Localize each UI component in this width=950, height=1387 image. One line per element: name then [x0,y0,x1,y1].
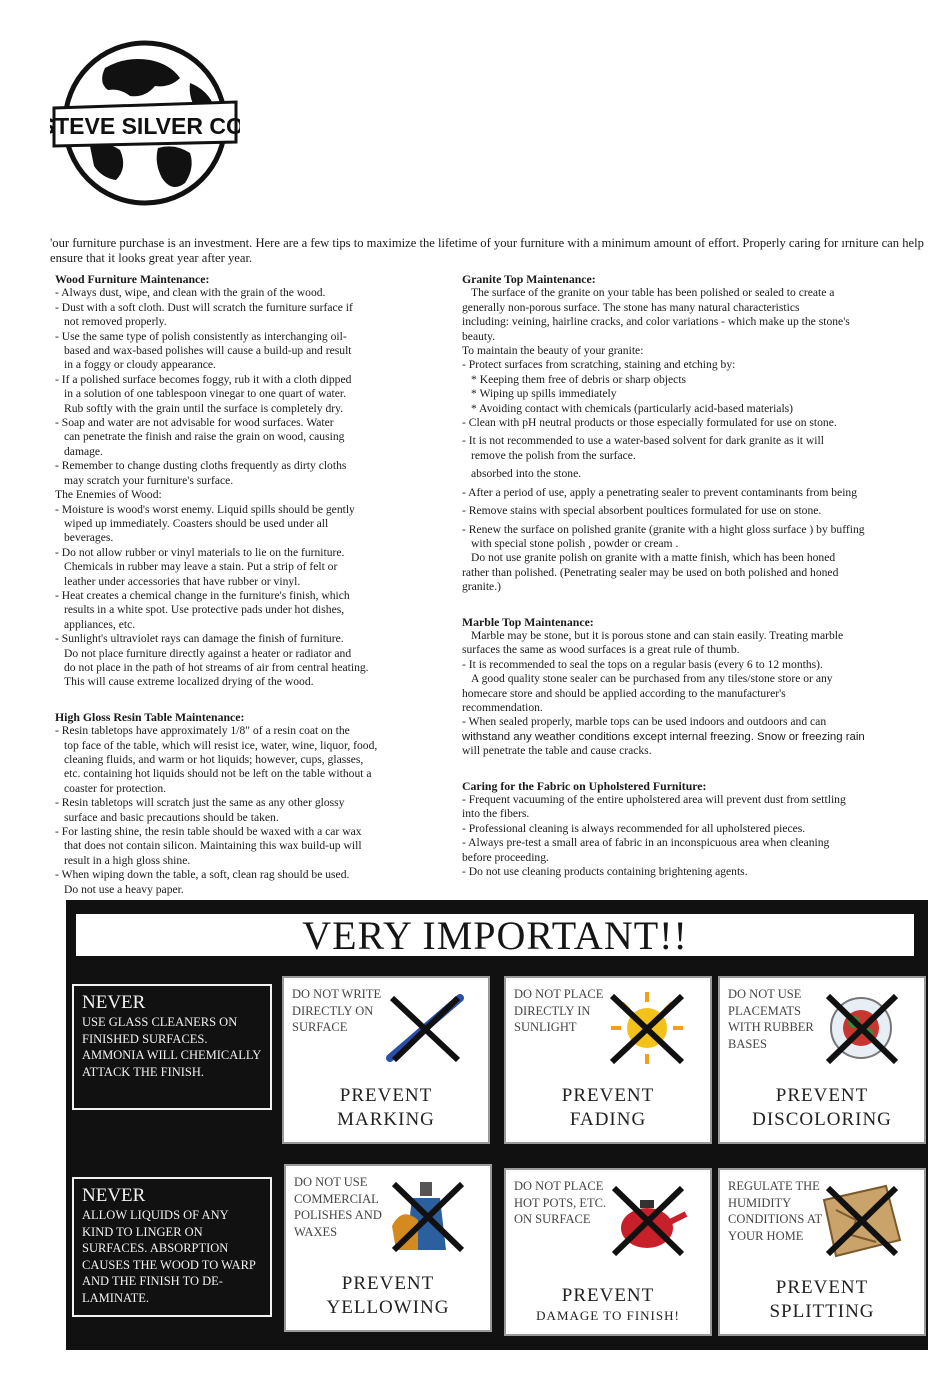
resin-line: coaster for protection. [64,781,167,795]
never-heading: NEVER [82,992,146,1013]
resin-heading: High Gloss Resin Table Maintenance: [55,709,245,724]
wood-line: not removed properly. [64,315,167,329]
resin-line: - When wiping down the table, a soft, clean rag should be used. [55,868,350,882]
granite-line: - Clean with pH neutral products or those especially formulated for use on stone. [462,416,837,430]
enemies-line: results in a white spot. Use protective pads under hot dishes, [64,603,345,617]
wood-heading: Wood Furniture Maintenance: [55,272,210,286]
granite-line: rather than polished. (Penetrating sealer may be used on both polished and honed [462,565,839,579]
wood-line: - Remember to change dusting cloths frequently as dirty cloths [55,459,347,473]
wood-line: in a foggy or cloudy appearance. [64,358,216,372]
fabric-line: - Do not use cleaning products containing brightening agents. [462,865,748,879]
card-instruction: DO NOT USE COMMERCIAL POLISHES AND WAXES [294,1175,382,1239]
granite-heading: Granite Top Maintenance: [462,272,596,286]
card-prevent-damage [504,1168,712,1336]
fabric-heading: Caring for the Fabric on Upholstered Furniture: [462,778,707,793]
wood-line: can penetrate the finish and raise the grain on wood, causing [64,430,345,444]
enemies-line: Do not place furniture directly against a heater or radiator and [64,646,352,660]
card-label [506,1284,710,1324]
logo [50,28,240,218]
card-instruction: DO NOT PLACE HOT POTS, ETC. ON SURFACE [514,1179,607,1226]
enemies-line: beverages. [64,531,114,545]
granite-line: including: veining, hairline cracks, and color variations - which make up the stone's [462,315,850,329]
marble-line: surfaces the same as wood surfaces is a great rule of thumb. [462,643,740,657]
resin-line: Do not use a heavy paper. [64,882,184,896]
resin-line: etc. containing hot liquids should not be left on the table without a [64,767,372,781]
intro-text: 'our furniture purchase is an investment. Here are a few tips to maximize the lifetime of your furniture with a minimum amount of effort. Properly caring for ırniture can help ensure that it looks great year after year. [50,236,924,265]
wood-line: - Always dust, wipe, and clean with the grain of the wood. [55,286,326,300]
card-label [720,1084,924,1132]
granite-line: with special stone polish , powder or cream . [471,536,679,550]
resin-line: that does not contain silicon. Maintaining this wax build-up will [64,839,362,853]
enemies-line: - Heat creates a chemical change in the furniture's finish, which [55,588,350,602]
card-label [286,1272,490,1320]
right-column [462,272,932,879]
resin-line: - Resin tabletops have approximately 1/8" of a resin coat on the [55,724,350,738]
fabric-line: - Frequent vacuuming of the entire upholstered area will prevent dust from settling [462,793,846,806]
never-box-glass-cleaners [72,984,272,1110]
granite-line: - After a period of use, apply a penetrating sealer to prevent contaminants from being [462,485,858,499]
fabric-line: - Professional cleaning is always recommended for all upholstered pieces. [462,821,806,835]
fabric-line: - Always pre-test a small area of fabric in an inconspicuous area when cleaning [462,836,830,850]
granite-line: beauty. [462,329,496,343]
enemies-line: This will cause extreme localized drying of the wood. [64,675,314,689]
resin-line: cleaning fluids, and warm or hot liquids; however, cups, glasses, [64,753,364,766]
resin-line: - For lasting shine, the resin table should be waxed with a car wax [55,825,362,839]
granite-line: The surface of the granite on your table has been polished or sealed to create a [471,286,835,300]
enemies-heading: The Enemies of Wood: [55,488,162,502]
marble-line: Marble may be stone, but it is porous stone and can stain easily. Treating marble [471,628,844,642]
card-label-line1: PREVENT [339,1085,433,1106]
granite-line: * Keeping them free of debris or sharp objects [471,372,687,386]
marble-line: A good quality stone sealer can be purchased from any tiles/stone store or any [471,672,833,686]
never-box-liquids [72,1177,272,1317]
enemies-line: do not place in the path of hot streams of air from central heating. [64,660,369,674]
wood-line: in a solution of one tablespoon vinegar to one quart of water. [64,387,347,401]
never-text: ALLOW LIQUIDS OF ANY KIND TO LINGER ON SURFACES. ABSORPTION CAUSES THE WOOD TO WARP AND THE FINISH TO DE-LAMINATE. [82,1208,256,1305]
granite-line: * Wiping up spills immediately [471,387,617,401]
wood-line: - Use the same type of polish consistently as interchanging oil- [55,329,347,343]
enemies-line: appliances, etc. [64,617,136,631]
never-heading: NEVER [82,1185,146,1206]
card-label [720,1276,924,1324]
resin-line: surface and basic precautions should be taken. [64,810,279,824]
enemies-line: - Do not allow rubber or vinyl materials to lie on the furniture. [55,545,345,559]
wood-line: - Soap and water are not advisable for wood surfaces. Water [55,416,334,430]
card-prevent-splitting [718,1168,926,1336]
marble-line: homecare store and should be applied according to the manufacturer's [462,686,786,700]
card-prevent-fading [504,976,712,1144]
resin-line: - Resin tabletops will scratch just the same as any other glossy [55,796,345,810]
card-label-line2: SPLITTING [769,1301,875,1322]
fabric-line: into the fibers. [462,807,530,821]
granite-line: - Protect surfaces from scratching, staining and etching by: [462,358,736,372]
enemies-line: Chemicals in rubber may leave a stain. Put a strip of felt or [64,560,338,574]
granite-line: granite.) [462,580,501,594]
granite-line: - Remove stains with special absorbent poultices formulated for use on stone. [462,504,822,518]
enemies-line: - Moisture is wood's worst enemy. Liquid spills should be gently [55,502,355,516]
marble-line: - It is recommended to seal the tops on a regular basis (every 6 to 12 months). [462,657,823,671]
wood-line: damage. [64,444,103,458]
wood-line: based and wax-based polishes will cause a build-up and result [64,344,352,358]
marble-line: recommendation. [462,700,543,714]
card-prevent-yellowing [284,1164,492,1332]
logo-text: STEVE SILVER CO. [50,113,240,139]
card-label-line2: DISCOLORING [752,1109,892,1130]
pen-icon [380,988,470,1068]
panel-title: VERY IMPORTANT!! [76,914,914,956]
card-instruction: DO NOT WRITE DIRECTLY ON SURFACE [292,987,382,1034]
card-label-line1: PREVENT [341,1273,435,1294]
card-instruction: REGULATE THE HUMIDITY CONDITIONS AT YOUR HOME [728,1179,822,1243]
enemies-line: leather under accessories that have rubber or vinyl. [64,574,301,588]
card-label-line2: YELLOWING [326,1297,450,1318]
marble-line: withstand any weather conditions except internal freezing. Snow or freezing rain [462,730,865,743]
granite-line: generally non-porous surface. The stone has many natural characteristics [462,300,800,314]
granite-line: remove the polish from the surface. [471,448,636,462]
card-label [506,1084,710,1132]
granite-line: - Renew the surface on polished granite (granite with a hight gloss surface ) by buffing [462,522,865,536]
granite-line: - It is not recommended to use a water-based solvent for dark granite as it will [462,434,824,448]
polish-bottle-icon [382,1176,472,1256]
globe-logo-icon [50,28,240,218]
card-label-line2: MARKING [337,1109,435,1130]
card-label-line1: PREVENT [561,1285,655,1306]
important-panel [66,900,928,1350]
card-label-line1: PREVENT [775,1277,869,1298]
card-instruction: DO NOT PLACE DIRECTLY IN SUNLIGHT [514,987,604,1034]
never-text: USE GLASS CLEANERS ON FINISHED SURFACES. AMMONIA WILL CHEMICALLY ATTACK THE FINISH. [82,1015,261,1079]
marble-heading: Marble Top Maintenance: [462,614,594,629]
sun-icon [602,988,692,1068]
left-column [55,272,440,897]
marble-line: - When sealed properly, marble tops can be used indoors and outdoors and can [462,715,827,729]
resin-line: result in a high gloss shine. [64,853,191,867]
card-label-line2: FADING [569,1109,647,1130]
wood-line: may scratch your furniture's surface. [64,473,234,487]
wood-line: - Dust with a soft cloth. Dust will scratch the furniture surface if [55,300,353,314]
granite-line: To maintain the beauty of your granite: [462,344,644,358]
card-label-line1: PREVENT [561,1085,655,1106]
placemat-icon [816,988,906,1068]
granite-line: * Avoiding contact with chemicals (particularly acid-based materials) [471,401,794,415]
card-prevent-marking [282,976,490,1144]
wood-line: Rub softly with the grain until the surface is completely dry. [64,401,344,415]
granite-line: absorbed into the stone. [471,467,582,481]
cracked-wood-icon [816,1180,906,1260]
card-label [284,1084,488,1132]
granite-line: Do not use granite polish on granite with a matte finish, which has been honed [471,551,836,565]
marble-line: will penetrate the table and cause cracks. [462,744,652,758]
card-prevent-discoloring [718,976,926,1144]
kettle-icon [602,1180,692,1260]
card-instruction: DO NOT USE PLACEMATS WITH RUBBER BASES [728,987,814,1051]
enemies-line: wiped up immediately. Coasters should be used under all [64,516,329,530]
card-label-line1: PREVENT [775,1085,869,1106]
card-label-line2: DAMAGE TO FINISH! [536,1308,680,1323]
wood-line: - If a polished surface becomes foggy, rub it with a cloth dipped [55,372,352,386]
enemies-line: - Sunlight's ultraviolet rays can damage the finish of furniture. [55,632,344,646]
fabric-line: before proceeding. [462,850,549,864]
resin-line: top face of the table, which will resist ice, water, wine, liquor, food, [64,738,378,752]
